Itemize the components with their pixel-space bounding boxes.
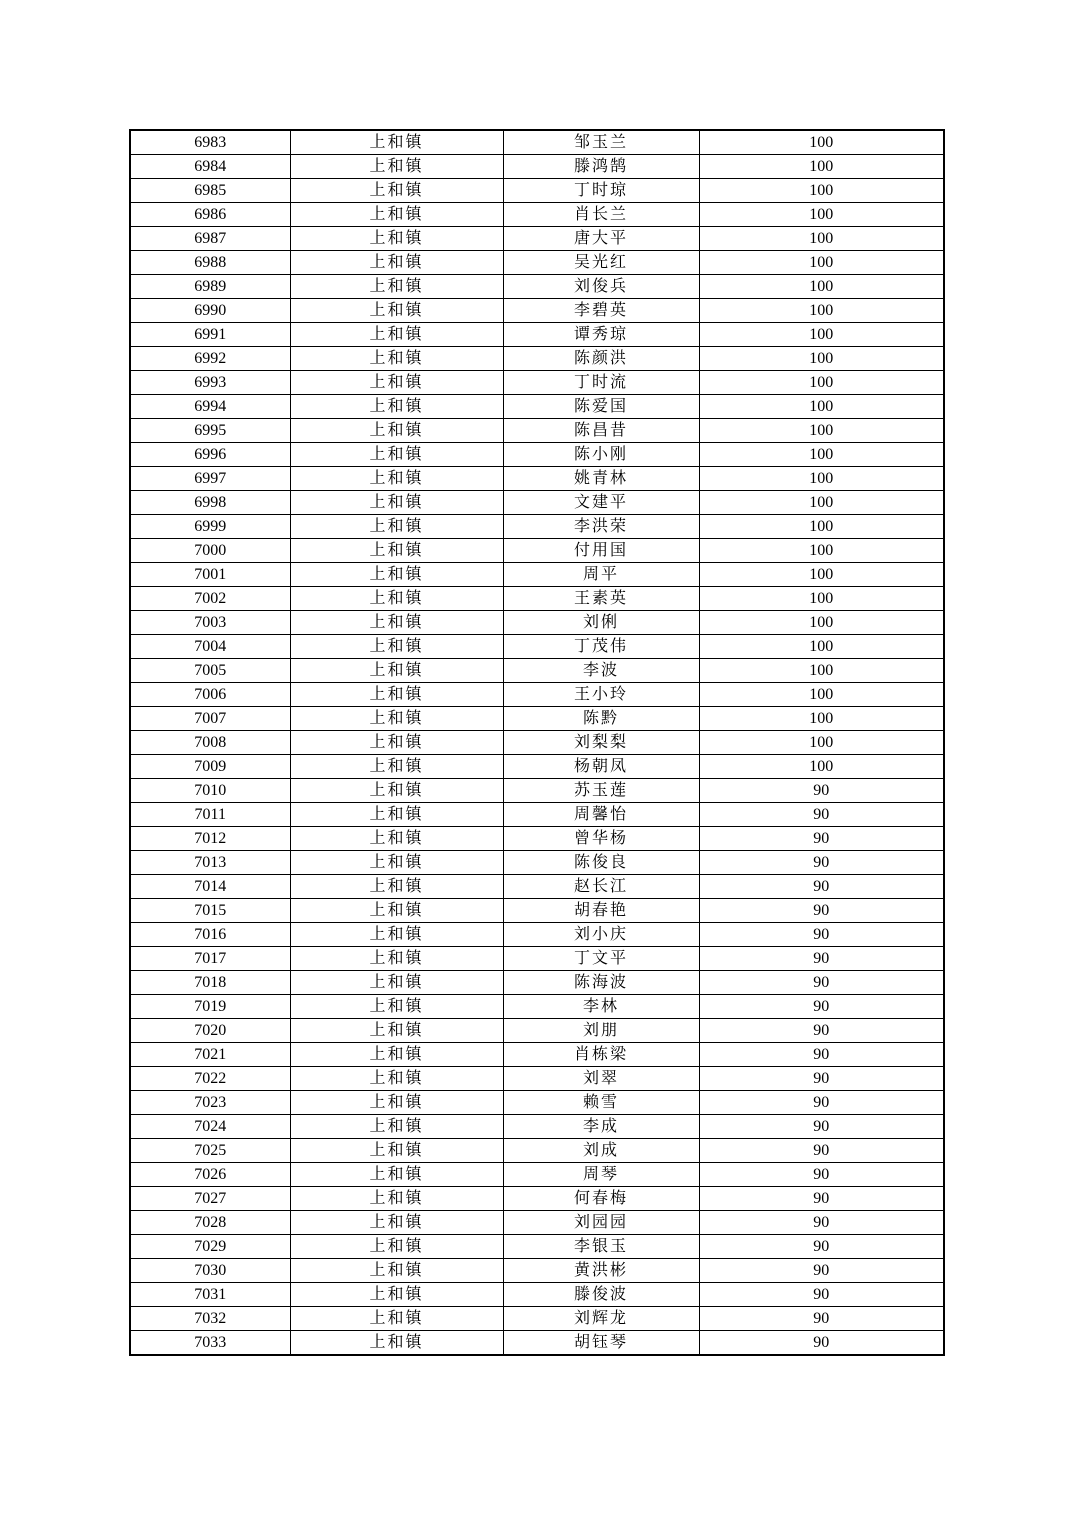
name-cell: 谭秀琼 — [503, 323, 699, 347]
name-cell: 陈黔 — [503, 707, 699, 731]
name-cell: 肖长兰 — [503, 203, 699, 227]
name-cell: 滕鸿鹄 — [503, 155, 699, 179]
town-cell: 上和镇 — [290, 707, 503, 731]
amount-cell: 90 — [699, 779, 944, 803]
row-number-cell: 7005 — [130, 659, 290, 683]
name-cell: 李波 — [503, 659, 699, 683]
name-cell: 王素英 — [503, 587, 699, 611]
name-cell: 刘梨梨 — [503, 731, 699, 755]
amount-cell: 90 — [699, 1163, 944, 1187]
table-row — [130, 130, 944, 155]
table-row — [130, 1139, 944, 1163]
town-cell: 上和镇 — [290, 731, 503, 755]
table-row — [130, 827, 944, 851]
town-cell: 上和镇 — [290, 851, 503, 875]
table-row — [130, 1331, 944, 1356]
name-cell: 滕俊波 — [503, 1283, 699, 1307]
town-cell: 上和镇 — [290, 491, 503, 515]
town-cell: 上和镇 — [290, 419, 503, 443]
row-number-cell: 6986 — [130, 203, 290, 227]
name-cell: 周琴 — [503, 1163, 699, 1187]
amount-cell: 100 — [699, 539, 944, 563]
amount-cell: 100 — [699, 563, 944, 587]
town-cell: 上和镇 — [290, 227, 503, 251]
table-row — [130, 707, 944, 731]
town-cell: 上和镇 — [290, 275, 503, 299]
town-cell: 上和镇 — [290, 1259, 503, 1283]
town-cell: 上和镇 — [290, 803, 503, 827]
row-number-cell: 7011 — [130, 803, 290, 827]
name-cell: 赵长江 — [503, 875, 699, 899]
table-row — [130, 491, 944, 515]
amount-cell: 100 — [699, 659, 944, 683]
table-row — [130, 395, 944, 419]
row-number-cell: 6997 — [130, 467, 290, 491]
table-row — [130, 515, 944, 539]
amount-cell: 90 — [699, 1067, 944, 1091]
amount-cell: 90 — [699, 1283, 944, 1307]
amount-cell: 90 — [699, 1235, 944, 1259]
table-row — [130, 1163, 944, 1187]
name-cell: 李成 — [503, 1115, 699, 1139]
row-number-cell: 6992 — [130, 347, 290, 371]
amount-cell: 100 — [699, 419, 944, 443]
town-cell: 上和镇 — [290, 203, 503, 227]
name-cell: 李洪荣 — [503, 515, 699, 539]
row-number-cell: 7028 — [130, 1211, 290, 1235]
row-number-cell: 7010 — [130, 779, 290, 803]
town-cell: 上和镇 — [290, 323, 503, 347]
table-row — [130, 203, 944, 227]
table-row — [130, 1211, 944, 1235]
name-cell: 李银玉 — [503, 1235, 699, 1259]
table-row — [130, 323, 944, 347]
amount-cell: 90 — [699, 1307, 944, 1331]
amount-cell: 100 — [699, 707, 944, 731]
name-cell: 李碧英 — [503, 299, 699, 323]
town-cell: 上和镇 — [290, 130, 503, 155]
table-row — [130, 1019, 944, 1043]
name-cell: 周平 — [503, 563, 699, 587]
table-row — [130, 731, 944, 755]
table-row — [130, 1283, 944, 1307]
name-cell: 曾华杨 — [503, 827, 699, 851]
table-row — [130, 779, 944, 803]
row-number-cell: 7030 — [130, 1259, 290, 1283]
town-cell: 上和镇 — [290, 875, 503, 899]
amount-cell: 100 — [699, 299, 944, 323]
name-cell: 刘俐 — [503, 611, 699, 635]
row-number-cell: 6987 — [130, 227, 290, 251]
row-number-cell: 7009 — [130, 755, 290, 779]
name-cell: 何春梅 — [503, 1187, 699, 1211]
amount-cell: 100 — [699, 347, 944, 371]
name-cell: 姚青林 — [503, 467, 699, 491]
name-cell: 刘辉龙 — [503, 1307, 699, 1331]
amount-cell: 90 — [699, 1331, 944, 1356]
row-number-cell: 7003 — [130, 611, 290, 635]
town-cell: 上和镇 — [290, 1091, 503, 1115]
row-number-cell: 7016 — [130, 923, 290, 947]
town-cell: 上和镇 — [290, 923, 503, 947]
amount-cell: 100 — [699, 587, 944, 611]
town-cell: 上和镇 — [290, 1163, 503, 1187]
name-cell: 丁文平 — [503, 947, 699, 971]
amount-cell: 90 — [699, 803, 944, 827]
name-cell: 赖雪 — [503, 1091, 699, 1115]
town-cell: 上和镇 — [290, 1067, 503, 1091]
amount-cell: 90 — [699, 875, 944, 899]
town-cell: 上和镇 — [290, 827, 503, 851]
town-cell: 上和镇 — [290, 539, 503, 563]
row-number-cell: 6991 — [130, 323, 290, 347]
row-number-cell: 7018 — [130, 971, 290, 995]
table-row — [130, 875, 944, 899]
table-row — [130, 347, 944, 371]
name-cell: 苏玉莲 — [503, 779, 699, 803]
row-number-cell: 6996 — [130, 443, 290, 467]
table-row — [130, 1235, 944, 1259]
town-cell: 上和镇 — [290, 683, 503, 707]
row-number-cell: 7000 — [130, 539, 290, 563]
name-cell: 刘园园 — [503, 1211, 699, 1235]
row-number-cell: 6989 — [130, 275, 290, 299]
amount-cell: 90 — [699, 1211, 944, 1235]
name-cell: 李林 — [503, 995, 699, 1019]
row-number-cell: 7017 — [130, 947, 290, 971]
row-number-cell: 6983 — [130, 130, 290, 155]
amount-cell: 100 — [699, 491, 944, 515]
amount-cell: 90 — [699, 1115, 944, 1139]
amount-cell: 90 — [699, 1043, 944, 1067]
amount-cell: 100 — [699, 683, 944, 707]
name-cell: 王小玲 — [503, 683, 699, 707]
table-row — [130, 251, 944, 275]
table-row — [130, 1067, 944, 1091]
row-number-cell: 7026 — [130, 1163, 290, 1187]
name-cell: 肖栋梁 — [503, 1043, 699, 1067]
town-cell: 上和镇 — [290, 1115, 503, 1139]
name-cell: 胡春艳 — [503, 899, 699, 923]
row-number-cell: 7001 — [130, 563, 290, 587]
town-cell: 上和镇 — [290, 1331, 503, 1356]
table-row — [130, 659, 944, 683]
name-cell: 刘成 — [503, 1139, 699, 1163]
amount-cell: 100 — [699, 515, 944, 539]
name-cell: 胡钰琴 — [503, 1331, 699, 1356]
town-cell: 上和镇 — [290, 1307, 503, 1331]
name-cell: 陈小刚 — [503, 443, 699, 467]
row-number-cell: 7015 — [130, 899, 290, 923]
amount-cell: 100 — [699, 275, 944, 299]
town-cell: 上和镇 — [290, 659, 503, 683]
amount-cell: 100 — [699, 443, 944, 467]
amount-cell: 90 — [699, 971, 944, 995]
town-cell: 上和镇 — [290, 947, 503, 971]
row-number-cell: 7004 — [130, 635, 290, 659]
table-row — [130, 611, 944, 635]
row-number-cell: 7007 — [130, 707, 290, 731]
row-number-cell: 7024 — [130, 1115, 290, 1139]
amount-cell: 90 — [699, 1091, 944, 1115]
town-cell: 上和镇 — [290, 371, 503, 395]
data-table — [129, 129, 945, 1356]
amount-cell: 90 — [699, 827, 944, 851]
amount-cell: 90 — [699, 995, 944, 1019]
amount-cell: 100 — [699, 130, 944, 155]
amount-cell: 100 — [699, 251, 944, 275]
amount-cell: 90 — [699, 1139, 944, 1163]
town-cell: 上和镇 — [290, 1187, 503, 1211]
name-cell: 周馨怡 — [503, 803, 699, 827]
table-row — [130, 443, 944, 467]
amount-cell: 90 — [699, 923, 944, 947]
town-cell: 上和镇 — [290, 563, 503, 587]
town-cell: 上和镇 — [290, 899, 503, 923]
town-cell: 上和镇 — [290, 779, 503, 803]
table-row — [130, 1307, 944, 1331]
town-cell: 上和镇 — [290, 1283, 503, 1307]
row-number-cell: 6995 — [130, 419, 290, 443]
town-cell: 上和镇 — [290, 395, 503, 419]
table-row — [130, 1091, 944, 1115]
table-row — [130, 923, 944, 947]
amount-cell: 90 — [699, 899, 944, 923]
town-cell: 上和镇 — [290, 587, 503, 611]
row-number-cell: 7013 — [130, 851, 290, 875]
row-number-cell: 7014 — [130, 875, 290, 899]
row-number-cell: 7027 — [130, 1187, 290, 1211]
name-cell: 陈昌昔 — [503, 419, 699, 443]
amount-cell: 100 — [699, 371, 944, 395]
town-cell: 上和镇 — [290, 1139, 503, 1163]
table-row — [130, 275, 944, 299]
town-cell: 上和镇 — [290, 347, 503, 371]
town-cell: 上和镇 — [290, 1043, 503, 1067]
name-cell: 丁时琼 — [503, 179, 699, 203]
amount-cell: 90 — [699, 851, 944, 875]
table-row — [130, 299, 944, 323]
table-row — [130, 1187, 944, 1211]
row-number-cell: 6999 — [130, 515, 290, 539]
town-cell: 上和镇 — [290, 971, 503, 995]
row-number-cell: 7023 — [130, 1091, 290, 1115]
row-number-cell: 6998 — [130, 491, 290, 515]
table-row — [130, 563, 944, 587]
amount-cell: 100 — [699, 155, 944, 179]
table-row — [130, 371, 944, 395]
town-cell: 上和镇 — [290, 1019, 503, 1043]
town-cell: 上和镇 — [290, 179, 503, 203]
town-cell: 上和镇 — [290, 755, 503, 779]
amount-cell: 100 — [699, 467, 944, 491]
town-cell: 上和镇 — [290, 251, 503, 275]
row-number-cell: 7022 — [130, 1067, 290, 1091]
row-number-cell: 7008 — [130, 731, 290, 755]
table-row — [130, 179, 944, 203]
town-cell: 上和镇 — [290, 155, 503, 179]
table-row — [130, 635, 944, 659]
table-row — [130, 419, 944, 443]
row-number-cell: 6985 — [130, 179, 290, 203]
name-cell: 邹玉兰 — [503, 130, 699, 155]
row-number-cell: 7006 — [130, 683, 290, 707]
name-cell: 陈海波 — [503, 971, 699, 995]
row-number-cell: 7012 — [130, 827, 290, 851]
row-number-cell: 6984 — [130, 155, 290, 179]
amount-cell: 100 — [699, 395, 944, 419]
name-cell: 文建平 — [503, 491, 699, 515]
amount-cell: 100 — [699, 611, 944, 635]
table-row — [130, 755, 944, 779]
row-number-cell: 7019 — [130, 995, 290, 1019]
town-cell: 上和镇 — [290, 635, 503, 659]
row-number-cell: 7031 — [130, 1283, 290, 1307]
table-row — [130, 947, 944, 971]
amount-cell: 100 — [699, 227, 944, 251]
table-row — [130, 227, 944, 251]
amount-cell: 100 — [699, 323, 944, 347]
name-cell: 陈俊良 — [503, 851, 699, 875]
name-cell: 陈颜洪 — [503, 347, 699, 371]
table-row — [130, 587, 944, 611]
row-number-cell: 7021 — [130, 1043, 290, 1067]
amount-cell: 90 — [699, 1259, 944, 1283]
amount-cell: 90 — [699, 947, 944, 971]
amount-cell: 100 — [699, 731, 944, 755]
table-row — [130, 1115, 944, 1139]
town-cell: 上和镇 — [290, 515, 503, 539]
row-number-cell: 7025 — [130, 1139, 290, 1163]
name-cell: 黄洪彬 — [503, 1259, 699, 1283]
table-row — [130, 899, 944, 923]
row-number-cell: 7032 — [130, 1307, 290, 1331]
amount-cell: 100 — [699, 755, 944, 779]
table-row — [130, 803, 944, 827]
town-cell: 上和镇 — [290, 1211, 503, 1235]
table-row — [130, 467, 944, 491]
table-row — [130, 971, 944, 995]
name-cell: 唐大平 — [503, 227, 699, 251]
name-cell: 丁时流 — [503, 371, 699, 395]
row-number-cell: 6994 — [130, 395, 290, 419]
name-cell: 付用国 — [503, 539, 699, 563]
table-row — [130, 539, 944, 563]
row-number-cell: 7033 — [130, 1331, 290, 1356]
name-cell: 刘小庆 — [503, 923, 699, 947]
town-cell: 上和镇 — [290, 299, 503, 323]
row-number-cell: 6990 — [130, 299, 290, 323]
amount-cell: 100 — [699, 635, 944, 659]
row-number-cell: 7002 — [130, 587, 290, 611]
row-number-cell: 6988 — [130, 251, 290, 275]
table-body — [130, 130, 944, 1355]
row-number-cell: 6993 — [130, 371, 290, 395]
town-cell: 上和镇 — [290, 1235, 503, 1259]
town-cell: 上和镇 — [290, 611, 503, 635]
name-cell: 吴光红 — [503, 251, 699, 275]
amount-cell: 100 — [699, 203, 944, 227]
table-row — [130, 683, 944, 707]
amount-cell: 100 — [699, 179, 944, 203]
name-cell: 陈爱国 — [503, 395, 699, 419]
row-number-cell: 7020 — [130, 1019, 290, 1043]
town-cell: 上和镇 — [290, 443, 503, 467]
town-cell: 上和镇 — [290, 995, 503, 1019]
name-cell: 刘俊兵 — [503, 275, 699, 299]
name-cell: 刘翠 — [503, 1067, 699, 1091]
table-row — [130, 851, 944, 875]
name-cell: 杨朝凤 — [503, 755, 699, 779]
amount-cell: 90 — [699, 1187, 944, 1211]
table-row — [130, 155, 944, 179]
table-row — [130, 1043, 944, 1067]
table-row — [130, 1259, 944, 1283]
name-cell: 丁茂伟 — [503, 635, 699, 659]
row-number-cell: 7029 — [130, 1235, 290, 1259]
amount-cell: 90 — [699, 1019, 944, 1043]
name-cell: 刘朋 — [503, 1019, 699, 1043]
town-cell: 上和镇 — [290, 467, 503, 491]
table-row — [130, 995, 944, 1019]
